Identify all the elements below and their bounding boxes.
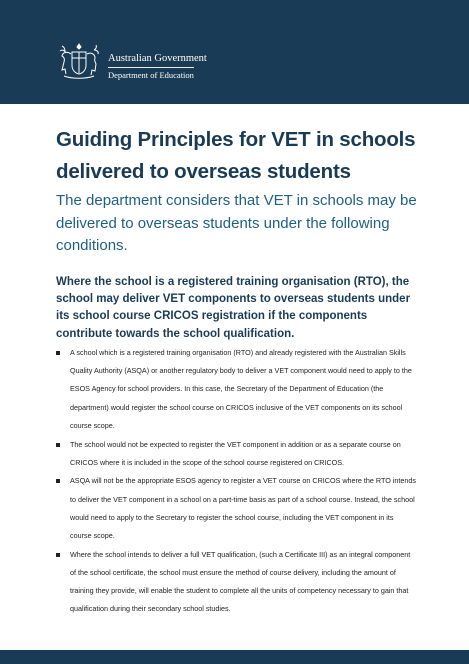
list-item-text: The school would not be expected to register the VET component in addition or as a separate course on CRICOS where it is included in the scope of the school course registered on CRICOS.	[70, 439, 401, 467]
list-item	[56, 472, 416, 545]
page-subtitle: The department considers that VET in schools may be delivered to overseas students under the following conditions.	[56, 192, 417, 254]
coat-of-arms-icon	[56, 42, 102, 82]
list-item	[56, 546, 416, 619]
government-wordmark	[108, 53, 207, 80]
bullet-icon	[56, 443, 60, 447]
list-item	[56, 436, 416, 472]
list-item-text: A school which is a registered training organisation (RTO) and already registered with the Australian Skills Quality Authority (ASQA) or another regulatory body to deliver a VET component would need to apply to the ESOS Agency for school providers. In this case, the Secretary of the Department of Education (the department) would register the school course on CRICOS inclusive of the VET components on its school course scope.	[70, 348, 412, 430]
page-title: Guiding Principles for VET in schools delivered to overseas students	[56, 128, 416, 183]
bullet-icon	[56, 479, 60, 483]
bullet-icon	[56, 553, 60, 557]
department-name: Department of Education	[108, 70, 194, 80]
bullet-list	[56, 344, 416, 619]
list-item-text: ASQA will not be the appropriate ESOS agency to register a VET course on CRICOS where the RTO intends to deliver the VET component in a school on a part-time basis as part of a school course. Instead, the school would need to apply to the Secretary to register the school course, including the VET component in its course scope.	[70, 476, 416, 541]
bullet-icon	[56, 351, 60, 355]
header-band	[0, 0, 469, 104]
footer-band	[0, 650, 469, 664]
lead-paragraph: Where the school is a registered training organisation (RTO), the school may deliver VET components to overseas students under its school course CRICOS registration if the components contribute towards the school qualification.	[56, 276, 411, 340]
list-item	[56, 344, 416, 435]
list-item-text: Where the school intends to deliver a full VET qualification, (such a Certificate III) as an integral component of the school certificate, the school must ensure the method of course delivery, including the amount of training they provide, will enable the student to complete all the units of competency necessary to gain that qualification during their secondary school studies.	[70, 549, 411, 614]
wordmark-divider	[108, 67, 194, 68]
org-name: Australian Government	[108, 53, 207, 64]
